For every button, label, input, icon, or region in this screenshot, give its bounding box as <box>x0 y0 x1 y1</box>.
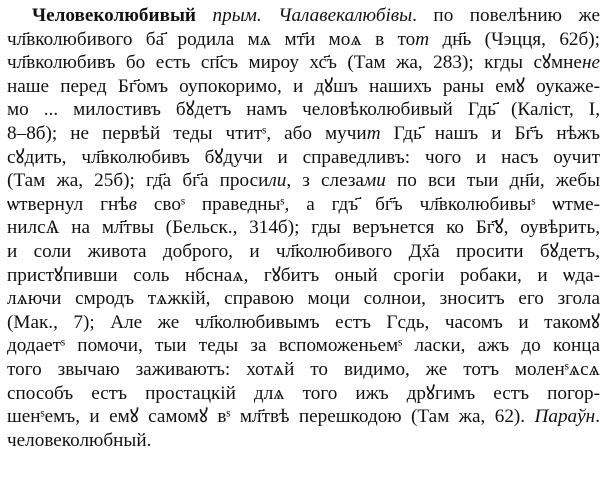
text-segment: чл҃вколюбивого ба҃ родила мѧ мт҃и моѧ в то <box>7 28 416 50</box>
text-segment: наше перед Бг҃омъ оупокоримо, и дꙋшъ нашихъ раны емꙋ оукаже- <box>7 75 600 97</box>
text-line <box>7 98 600 122</box>
text-line <box>7 358 600 382</box>
text-segment: способъ естъ простацкій длѧ того ижъ дрꙋгимъ естъ погор- <box>7 382 600 404</box>
text-segment: (Там жа, 25б); гд҃а бг҃а проси <box>7 170 269 192</box>
text-segment: дн҃ь (Чэцця, 62б); <box>429 28 600 50</box>
text-line <box>7 146 600 170</box>
text-line <box>7 28 600 52</box>
text-segment: сꙋдить, чл҃вколюбивъ бꙋдучи и справедливъ: чого и насъ оучит <box>7 146 600 168</box>
text-segment: и соли живота доброго, и чл҃колюбивого Дх҃а просити бꙋдетъ, <box>7 240 600 262</box>
text-segment <box>196 5 213 26</box>
text-segment: чл҃вколюбивъ бо есть сп҃съ мироу хс҃ъ (Там жа, 283); кгды сꙋмне <box>7 52 582 74</box>
italic-text: Параўн <box>534 406 596 428</box>
text-segment: додаетˢ помочи, тыи теды за вспоможеньемˢ ласки, ажъ до конца <box>7 335 600 357</box>
text-line <box>7 193 600 217</box>
text-segment: (Мак., 7); Але же чл҃колюбивымъ естъ Гсдь, часомъ и такомꙋ <box>7 311 600 333</box>
text-segment: Гдь҃ нашъ и Бг҃ъ нѣжъ <box>380 122 600 144</box>
italic-text: ми <box>363 170 386 192</box>
italic-text: т <box>415 28 430 50</box>
headword: Человеколюбивый <box>32 5 196 26</box>
text-line <box>7 429 600 453</box>
text-segment: мо ... милостивъ бꙋдетъ намъ человѣколюбивый Гдь҃ (Каліст, І, <box>7 99 600 121</box>
text-segment: . по повелѣнию же <box>412 5 600 26</box>
text-segment: того звычаю заживаютъ: хотѧй то видимо, же тотъ моленˢѧсѧ <box>7 358 600 380</box>
text-line <box>7 264 600 288</box>
italic-text: т <box>366 122 381 144</box>
italic-text: ли <box>268 170 287 192</box>
text-segment: по вси тыи дн҃и, жебы <box>385 170 600 192</box>
italic-text: прым. Чалавекалюбівы <box>212 5 413 26</box>
entry-text <box>7 4 600 452</box>
text-segment: . <box>595 406 600 428</box>
text-segment: ѡтвернул гнѣ <box>7 193 129 215</box>
italic-text: не <box>581 52 600 74</box>
text-line <box>7 287 600 311</box>
text-line <box>7 169 600 193</box>
text-line <box>7 311 600 335</box>
text-line <box>7 51 600 75</box>
text-line <box>7 216 600 240</box>
text-segment: лѧючи смродъ тѧжкій, справою моци солнои, зноситъ его згола <box>7 288 600 310</box>
text-segment: человеколюбный. <box>7 429 152 451</box>
text-segment: своˢ праведныˢ, а гдъ҃ бг҃ъ чл҃вколюбивыˢ ѡтме- <box>137 193 600 215</box>
text-segment: шенˢемъ, и емꙋ самомꙋ вˢ мл҃твѣ перешкодою (Там жа, 62). <box>7 406 535 428</box>
text-line <box>7 122 600 146</box>
text-line <box>7 4 600 28</box>
text-line <box>7 334 600 358</box>
text-segment: нилсѦ на мл҃твы (Бельск., 314б); гды верънется ко Бг҃ꙋ, оувѣрить, <box>7 217 600 239</box>
text-segment: 8–8б); не первѣй теды чтитˢ, або мучи <box>7 122 367 144</box>
italic-text: в <box>128 193 137 215</box>
text-segment: пристꙋпивши соль нбснаѧ, гꙋбитъ оный срогіи робаки, и ѡда- <box>7 264 600 286</box>
text-line <box>7 405 600 429</box>
text-line <box>7 240 600 264</box>
text-line <box>7 382 600 406</box>
text-segment: , з слеза <box>286 170 364 192</box>
text-line <box>7 75 600 99</box>
